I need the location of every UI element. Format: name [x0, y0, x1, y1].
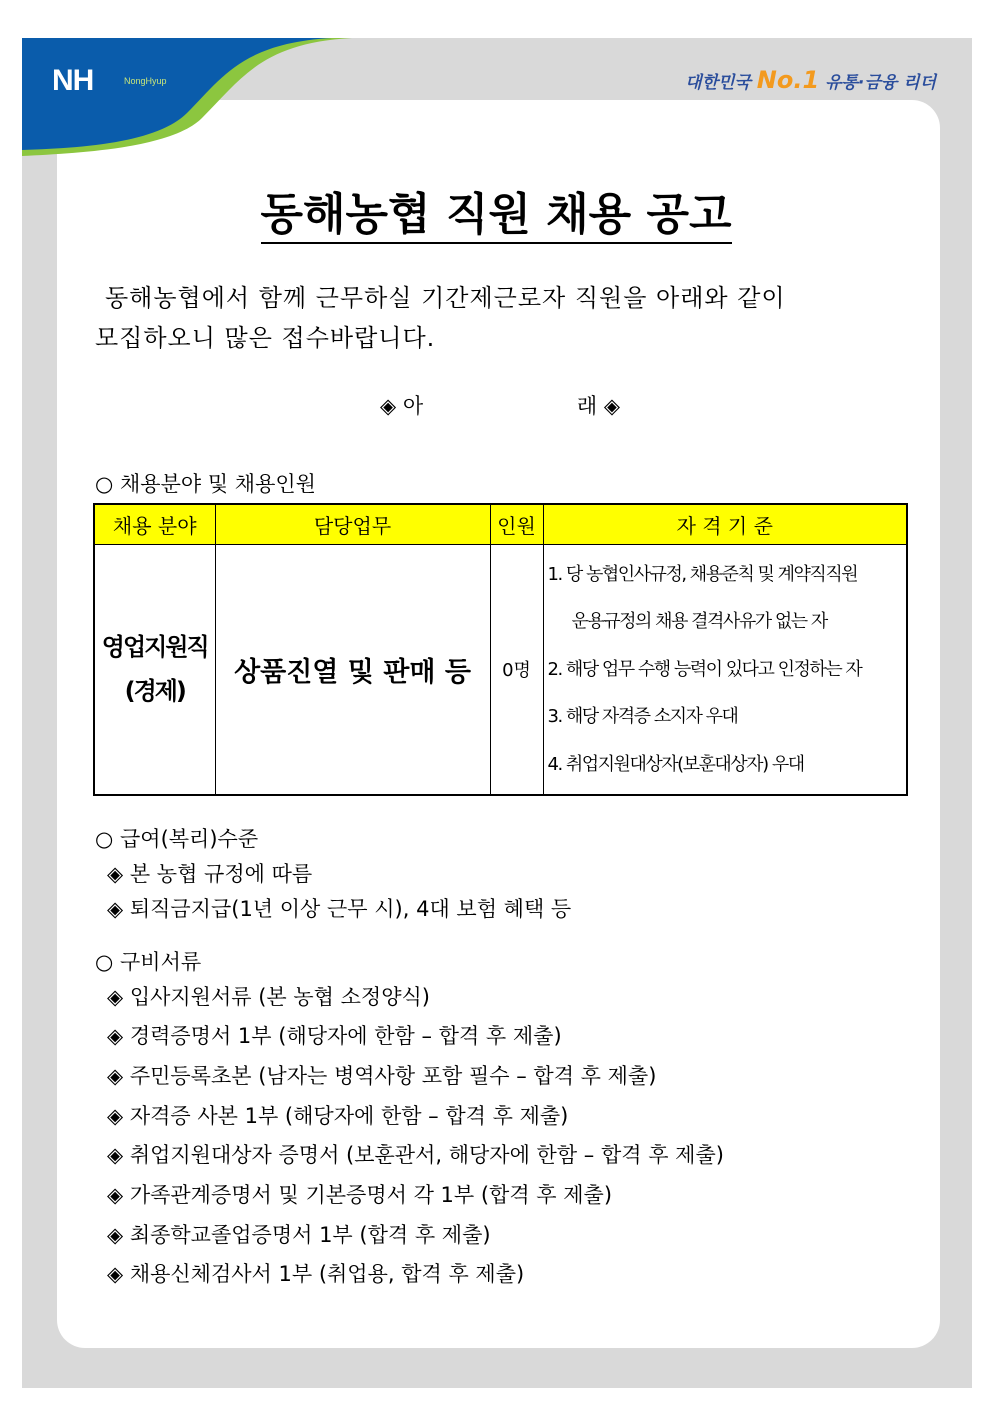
list-item: ◈ 경력증명서 1부 (해당자에 한함 – 합격 후 제출): [107, 1024, 562, 1048]
cell-duty: 상품진열 및 판매 등: [215, 544, 490, 795]
cell-count: 0명: [490, 544, 543, 795]
intro-line-1: 동해농협에서 함께 근무하실 기간제근로자 직원을 아래와 같이: [105, 284, 786, 312]
section-heading-recruitment: ○ 채용분야 및 채용인원: [95, 472, 316, 496]
col-duty: 담당업무: [215, 504, 490, 544]
list-item: ◈ 본 농협 규정에 따름: [107, 862, 313, 886]
col-criteria: 자 격 기 준: [543, 504, 907, 544]
list-item: ◈ 주민등록초본 (남자는 병역사항 포함 필수 – 합격 후 제출): [107, 1064, 657, 1088]
col-count: 인원: [490, 504, 543, 544]
slogan-post: 유통·금융 리더: [825, 73, 936, 93]
nh-logo-sub: NongHyup: [124, 76, 167, 86]
nh-logo-swoosh: [22, 38, 362, 158]
list-item: ◈ 채용신체검사서 1부 (취업용, 합격 후 제출): [107, 1262, 525, 1286]
list-item: ◈ 퇴직금지급(1년 이상 근무 시), 4대 보험 혜택 등: [107, 897, 572, 921]
list-item: ◈ 최종학교졸업증명서 1부 (합격 후 제출): [107, 1223, 491, 1247]
list-item: ◈ 자격증 사본 1부 (해당자에 한함 – 합격 후 제출): [107, 1104, 569, 1128]
section-heading-salary: ○ 급여(복리)수준: [95, 827, 259, 851]
cell-criteria: 1. 당 농협인사규정, 채용준칙 및 계약직직원 운용규정의 채용 결격사유가 없는 자 2. 해당 업무 수행 능력이 있다고 인정하는 자 3. 해당 자격증 소지자 우대 4. 취업지원대상자(보훈대상자) 우대: [543, 544, 907, 795]
nh-logo: NH: [52, 64, 94, 97]
page-title: 동해농협 직원 채용 공고: [0, 178, 992, 242]
intro-line-2: 모집하오니 많은 접수바랍니다.: [95, 324, 436, 352]
list-item: ◈ 취업지원대상자 증명서 (보훈관서, 해당자에 한함 – 합격 후 제출): [107, 1143, 724, 1167]
ahrae-heading: ◈ 아 래 ◈: [380, 394, 620, 418]
cell-field: 영업지원직 (경제): [94, 544, 215, 795]
slogan-pre: 대한민국: [685, 73, 751, 93]
slogan: [685, 66, 936, 94]
slogan-no1: No.1: [756, 66, 820, 94]
table-header-row: [94, 504, 907, 544]
list-item: ◈ 가족관계증명서 및 기본증명서 각 1부 (합격 후 제출): [107, 1183, 613, 1207]
section-heading-documents: ○ 구비서류: [95, 950, 202, 974]
col-field: 채용 분야: [94, 504, 215, 544]
list-item: ◈ 입사지원서류 (본 농협 소정양식): [107, 985, 430, 1009]
recruitment-table: [93, 503, 908, 796]
table-row: [94, 544, 907, 795]
